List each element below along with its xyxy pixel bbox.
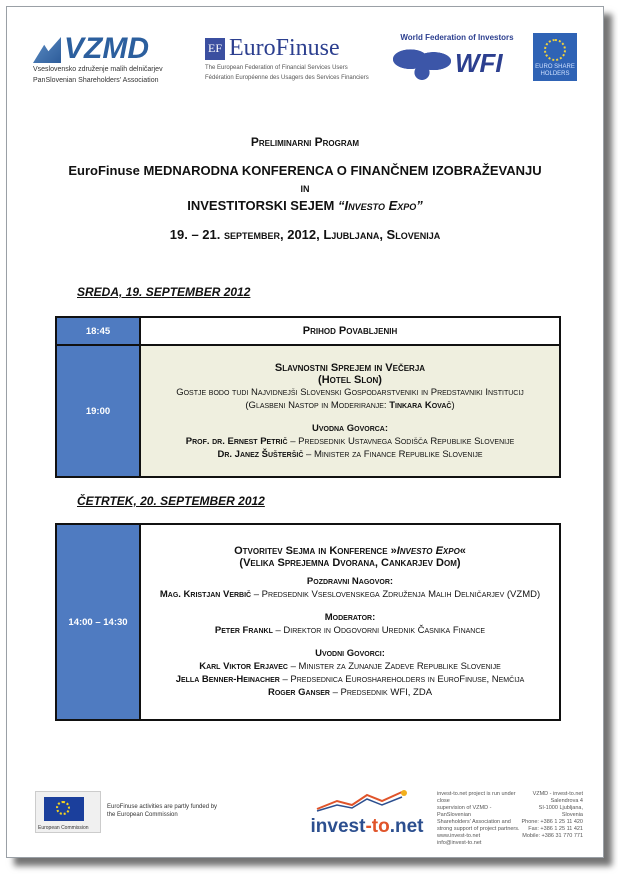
moderator-role: – Direktor in Odgovorni Urednik Časnika Finance	[272, 625, 486, 636]
row-line2a: (Glasbeni Nastop in Moderiranje:	[245, 399, 390, 411]
title-fair-italic: “Investo Expo”	[338, 198, 423, 213]
eurofinuse-sub2: Fédération Européenne des Usagers des Services Financiers	[205, 75, 369, 81]
speaker-1-name: Prof. dr. Ernest Petrič	[185, 435, 288, 447]
intro-3-role: – Predsednik WFI, ZDA	[329, 687, 433, 698]
eu-text-2: the European Commission	[107, 812, 178, 818]
wfi-abbr: WFI	[455, 47, 503, 78]
invest-to-net-logo	[297, 789, 437, 838]
intro-1-role: – Minister za Zunanje Zadeve Republike Slovenije	[287, 661, 501, 672]
intro-1-name: Karl Viktor Erjavec	[199, 661, 288, 672]
row-title-a: Otvoritev Sejma in Konference »	[234, 545, 397, 557]
vzmd-emblem-icon	[33, 37, 61, 63]
time-cell: 18:45	[56, 317, 140, 345]
euroshareholders-label: EURO SHARE HOLDERS	[535, 64, 575, 77]
european-commission-logo	[35, 791, 101, 833]
eurofinuse-logo	[205, 35, 383, 82]
row-subtitle: (Hotel Slon)	[318, 373, 382, 386]
intro-speaker-1	[142, 660, 558, 673]
document-page	[6, 6, 604, 858]
moderator-name: Peter Frankl	[214, 625, 273, 636]
row-line2	[142, 399, 558, 412]
intro-heading: Uvodni Govorci:	[315, 648, 385, 659]
speakers-heading: Uvodna Govorca:	[311, 422, 389, 434]
addr-1: VZMD - invest-to.net	[532, 791, 583, 797]
row-title: Slavnostni Sprejem in Večerja	[274, 361, 426, 374]
welcome-heading: Pozdravni Nagovor:	[306, 576, 394, 587]
addr-3: SI-1000 Ljubljana, Slovenia	[538, 805, 583, 818]
vzmd-name: VZMD	[64, 32, 149, 65]
moderator-speaker	[142, 624, 558, 637]
addr-4: Phone: +386 1 25 11 420	[521, 819, 583, 825]
note-5[interactable]: www.invest-to.net	[437, 833, 481, 839]
eu-flag-icon	[44, 797, 84, 821]
speaker-2-role: – Minister za Finance Republike Slovenije	[303, 448, 483, 460]
welcome-speaker	[142, 588, 558, 601]
eu-caption: European Commission	[38, 825, 89, 831]
row-title-b: Investo Expo	[396, 545, 460, 557]
vzmd-address	[519, 791, 583, 840]
desc-cell	[140, 345, 560, 477]
growth-chart-icon	[312, 789, 422, 813]
project-note	[437, 791, 523, 847]
addr-2: Salendrova 4	[550, 798, 583, 804]
row-line2b: Tinkara Kovač	[389, 399, 452, 411]
welcome-role: – Predsednik Vseslovenskega Združenja Malih Delničarjev (VZMD)	[251, 589, 541, 600]
desc-cell	[140, 524, 560, 720]
day1-heading: SREDA, 19. SEPTEMBER 2012	[77, 285, 251, 299]
row-line1: Gostje bodo tudi Najvidnejši Slovenski Gospodarstveniki in Predstavniki Institucij	[176, 386, 524, 398]
itn-a: invest	[310, 816, 366, 837]
itn-c: .net	[389, 816, 424, 837]
vzmd-sub2: PanSlovenian Shareholders' Association	[33, 77, 159, 84]
note-2: supervision of VZMD - PanSlovenian	[437, 805, 492, 818]
table-row	[56, 317, 560, 345]
eurofinuse-name: EuroFinuse	[229, 35, 340, 61]
title-preliminary: Preliminarni Program	[250, 135, 360, 149]
intro-speaker-2	[142, 673, 558, 686]
note-4: strong support of project partners.	[437, 826, 520, 832]
speaker-1	[142, 435, 558, 448]
table-row	[56, 524, 560, 720]
addr-5: Fax: +386 1 25 11 421	[528, 826, 583, 832]
eu-funding-text	[107, 803, 227, 819]
row-title	[142, 545, 558, 557]
speaker-2	[142, 448, 558, 461]
note-1: invest-to.net project is run under close	[437, 791, 516, 804]
time-cell: 14:00 – 14:30	[56, 524, 140, 720]
intro-speaker-3	[142, 686, 558, 699]
wfi-title: World Federation of Investors	[400, 33, 514, 42]
invest-to-net-text	[297, 816, 437, 838]
speaker-2-name: Dr. Janez Šušteršič	[217, 448, 304, 460]
euroshareholders-logo	[533, 33, 577, 81]
intro-3-name: Roger Ganser	[267, 687, 330, 698]
speaker-1-role: – Predsednik Ustavnega Sodišča Republike Slovenije	[287, 435, 515, 447]
note-3: Shareholders' Association and	[437, 819, 511, 825]
addr-6: Mobile: +386 31 770 771	[522, 833, 583, 839]
note-6[interactable]: info@invest-to.net	[437, 840, 482, 846]
title-dates: 19. – 21. september, 2012, Ljubljana, Slovenija	[169, 227, 441, 242]
day2-table	[55, 523, 561, 721]
row-subtitle: (Velika Sprejemna Dvorana, Cankarjev Dom)	[239, 557, 461, 569]
eu-text-1: EuroFinuse activities are partly funded by	[107, 804, 218, 810]
world-map-icon	[393, 44, 451, 82]
row-title: Prihod Povabljenih	[302, 325, 398, 337]
ef-mark-icon: EF	[205, 38, 225, 60]
title-fair	[7, 198, 603, 213]
moderator-heading: Moderator:	[324, 612, 376, 623]
vzmd-logo	[33, 33, 185, 85]
title-in: IN	[300, 184, 310, 194]
wfi-logo	[393, 33, 521, 82]
title-conference: EuroFinuse MEDNARODNA KONFERENCA O FINANČNEM IZOBRAŽEVANJU	[68, 163, 542, 178]
day1-table	[55, 316, 561, 478]
row-line2c: )	[451, 399, 455, 411]
day2-heading: ČETRTEK, 20. SEPTEMBER 2012	[77, 494, 265, 508]
itn-b: -to	[365, 816, 390, 837]
vzmd-sub1: Vseslovensko združenje malih delničarjev	[33, 66, 163, 73]
time-cell: 19:00	[56, 345, 140, 477]
eu-stars-icon	[544, 39, 566, 61]
welcome-name: Mag. Kristjan Verbič	[159, 589, 252, 600]
program-titles	[7, 135, 603, 242]
eurofinuse-sub1: The European Federation of Financial Services Users	[205, 65, 348, 71]
footer	[27, 781, 583, 846]
header-logos	[27, 29, 583, 91]
row-title-c: «	[459, 545, 466, 557]
title-fair-main: INVESTITORSKI SEJEM	[187, 198, 338, 213]
desc-cell	[140, 317, 560, 345]
intro-2-role: – Predsednica Euroshareholders in EuroFinuse, Nemčija	[279, 674, 525, 685]
intro-2-name: Jella Benner-Heinacher	[175, 674, 280, 685]
table-row	[56, 345, 560, 477]
